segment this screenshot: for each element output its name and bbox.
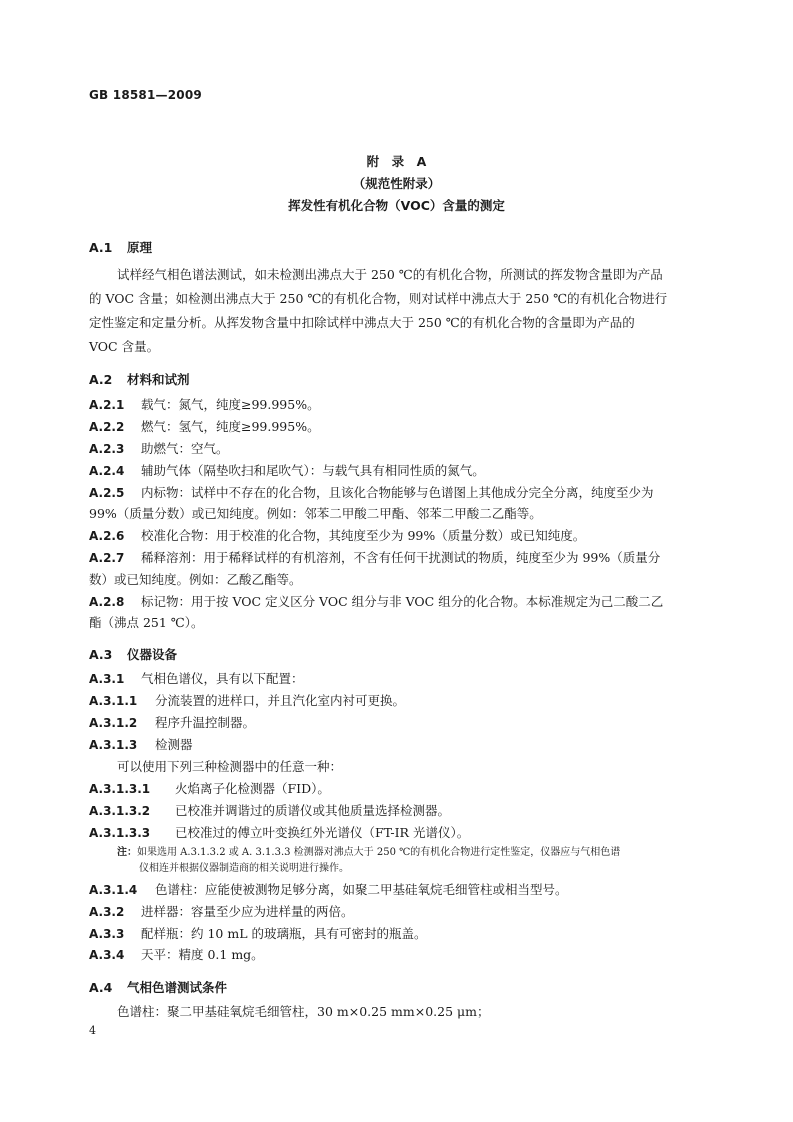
clause-number: A.3.1 (89, 672, 125, 686)
clause-number: A.2.5 (89, 486, 125, 500)
clause-line (89, 593, 663, 611)
note-text: 仪相连并根据仪器制造商的相关说明进行操作。 (139, 863, 349, 874)
clause-number: A.3.1.3.2 (89, 804, 151, 818)
clause-line (89, 549, 660, 567)
appendix-subject: 挥发性有机化合物（VOC）含量的测定 (288, 198, 505, 213)
clause-text: 已校准过的傅立叶变换红外光谱仪（FT-IR 光谱仪）。 (175, 825, 470, 840)
clause-text: 检测器 (155, 737, 193, 752)
section-title: 仪器设备 (127, 647, 178, 662)
clause-line (89, 736, 193, 754)
clause-text: 色谱柱：应能使被测物足够分离，如聚二甲基硅氧烷毛细管柱或相当型号。 (155, 882, 568, 897)
clause-line (89, 780, 330, 798)
section-heading-a1 (89, 238, 152, 256)
clause-text: 数）或已知纯度。例如：乙酸乙酯等。 (89, 572, 302, 587)
clause-number: A.2.7 (89, 551, 125, 565)
clause-number: A.2.4 (89, 464, 125, 478)
appendix-title: 附 录 A (366, 154, 427, 169)
section-title: 气相色谱测试条件 (127, 980, 228, 995)
clause-line (89, 571, 302, 589)
clause-text: 可以使用下列三种检测器中的任意一种： (117, 759, 343, 774)
clause-number: A.2.2 (89, 420, 125, 434)
clause-number: A.2.6 (89, 529, 125, 543)
clause-number: A.3.1.4 (89, 883, 138, 897)
clause-text: 火焰离子化检测器（FID）。 (175, 781, 330, 796)
clause-line (89, 903, 354, 921)
clause-line (89, 670, 304, 688)
clause-text: 已校准并调谐过的质谱仪或其他质量选择检测器。 (175, 803, 451, 818)
clause-number: A.3.1.2 (89, 716, 138, 730)
clause-line (89, 692, 405, 710)
clause-text: 程序升温控制器。 (155, 715, 256, 730)
clause-line (89, 824, 469, 842)
clause-number: A.3.1.3.1 (89, 782, 151, 796)
clause-line (89, 505, 542, 523)
standard-header: GB 18581—2009 (89, 88, 202, 102)
clause-text: 稀释溶剂：用于稀释试样的有机溶剂，不含有任何干扰测试的物质，纯度至少为 99%（质量分 (141, 550, 661, 565)
clause-text: 助燃气：空气。 (141, 441, 229, 456)
appendix-type: （规范性附录） (352, 176, 441, 191)
clause-line (89, 614, 204, 632)
clause-text: 气相色谱仪，具有以下配置： (141, 671, 304, 686)
section-heading-a3 (89, 645, 177, 663)
clause-text: 燃气：氢气，纯度≥99.995%。 (141, 419, 320, 434)
clause-text: 辅助气体（隔垫吹扫和尾吹气）：与载气具有相同性质的氮气。 (141, 463, 485, 478)
clause-number: A.2.1 (89, 398, 125, 412)
clause-line (89, 714, 255, 732)
clause-line (117, 758, 342, 776)
section-number: A.4 (89, 980, 113, 995)
clause-line (89, 881, 568, 899)
clause-line (89, 396, 320, 414)
paragraph-line: 定性鉴定和定量分析。从挥发物含量中扣除试样中沸点大于 250 ℃的有机化合物的含量即为产品的 (89, 315, 635, 330)
clause-text: 分流装置的进样口，并且汽化室内衬可更换。 (155, 693, 406, 708)
clause-line (89, 802, 450, 820)
clause-text: 进样器：容量至少应为进样量的两倍。 (141, 904, 354, 919)
section-number: A.2 (89, 372, 113, 387)
note-text: 如果选用 A.3.1.3.2 或 A. 3.1.3.3 检测器对沸点大于 250 ℃的有机化合物进行定性鉴定，仪器应与气相色谱 (137, 847, 621, 858)
note-line (139, 862, 349, 876)
clause-number: A.3.3 (89, 927, 125, 941)
clause-line (89, 946, 264, 964)
clause-number: A.3.1.3.3 (89, 826, 151, 840)
clause-text: 天平：精度 0.1 mg。 (141, 947, 264, 962)
clause-text: 载气：氮气，纯度≥99.995%。 (141, 397, 320, 412)
clause-number: A.3.4 (89, 948, 125, 962)
section-title: 原理 (127, 240, 153, 255)
clause-text: 内标物：试样中不存在的化合物，且该化合物能够与色谱图上其他成分完全分离，纯度至少为 (141, 485, 654, 500)
section-heading-a2 (89, 370, 190, 388)
note-label: 注： (117, 847, 137, 858)
paragraph-line: VOC 含量。 (89, 339, 160, 354)
clause-text: 标记物：用于按 VOC 定义区分 VOC 组分与非 VOC 组分的化合物。本标准规定为己二酸二乙 (141, 594, 664, 609)
clause-line (89, 418, 320, 436)
clause-text: 配样瓶：约 10 mL 的玻璃瓶，具有可密封的瓶盖。 (141, 926, 427, 941)
paragraph-line: 的 VOC 含量；如检测出沸点大于 250 ℃的有机化合物，则对试样中沸点大于 250 ℃的有机化合物进行 (89, 291, 668, 306)
section-title: 材料和试剂 (127, 372, 190, 387)
clause-line (89, 484, 654, 502)
clause-text: 校准化合物：用于校准的化合物，其纯度至少为 99%（质量分数）或已知纯度。 (141, 528, 586, 543)
section-number: A.3 (89, 647, 113, 662)
section-heading-a4 (89, 978, 227, 996)
clause-number: A.2.8 (89, 595, 125, 609)
paragraph-line: 试样经气相色谱法测试，如未检测出沸点大于 250 ℃的有机化合物，所测试的挥发物含量即为产品 (117, 267, 663, 282)
section-number: A.1 (89, 240, 113, 255)
paragraph-line: 色谱柱：聚二甲基硅氧烷毛细管柱，30 m×0.25 mm×0.25 μm； (117, 1004, 490, 1019)
clause-line (89, 440, 229, 458)
clause-text: 酯（沸点 251 ℃）。 (89, 615, 204, 630)
clause-text: 99%（质量分数）或已知纯度。例如：邻苯二甲酸二甲酯、邻苯二甲酸二乙酯等。 (89, 506, 542, 521)
clause-number: A.3.2 (89, 905, 125, 919)
clause-line (89, 462, 485, 480)
page-number: 4 (89, 1024, 96, 1037)
clause-number: A.2.3 (89, 442, 125, 456)
clause-number: A.3.1.3 (89, 738, 138, 752)
note-line (117, 846, 620, 860)
clause-line (89, 527, 585, 545)
clause-number: A.3.1.1 (89, 694, 138, 708)
clause-line (89, 925, 426, 943)
